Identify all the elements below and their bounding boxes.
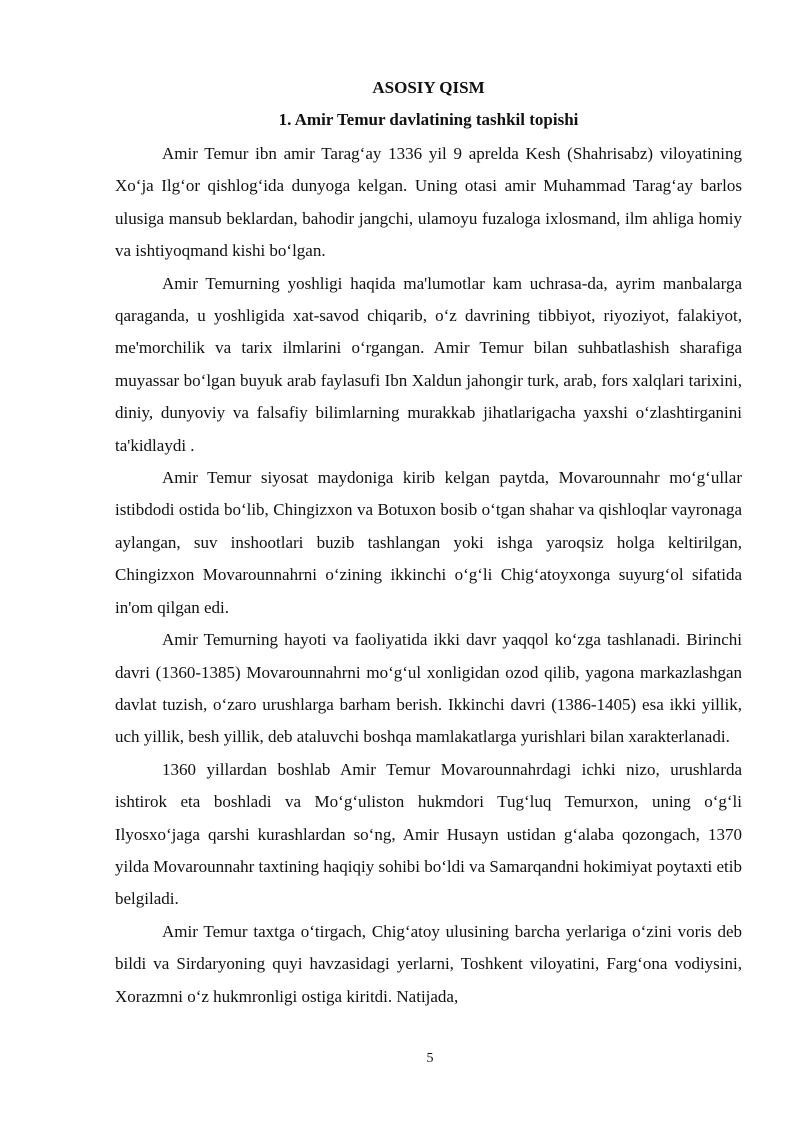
chapter-title: 1. Amir Temur davlatining tashkil topishi — [278, 110, 579, 129]
paragraph: Amir Temur ibn amir Tarag‘ay 1336 yil 9 aprelda Kesh (Shahrisabz) viloyatining Xo‘ja Ilg‘or qishlog‘ida dunyoga kelgan. Uning otasi amir Muhammad Tarag‘ay barlos ulusiga mansub beklardan, bahodir jangchi, ulamoyu fuzaloga ixlosmand, ilm ahliga homiy va ishtiyoqmand kishi bo‘lgan. — [115, 144, 742, 261]
paragraph: Amir Temur taxtga o‘tirgach, Chig‘atoy ulusining barcha yerlariga o‘zini voris deb bildi va Sirdaryoning quyi havzasidagi yerlarni, Toshkent viloyatini, Farg‘ona vodiysini, Xorazmni o‘z hukmronligi ostiga kiritdi. Natijada, — [115, 921, 742, 1006]
paragraph: Amir Temurning yoshligi haqida ma'lumotlar kam uchrasa-da, ayrim manbalarga qaraganda, u yoshligida xat-savod chiqarib, o‘z davrining tibbiyot, riyoziyot, falakiyot, me'morchilik va tarix ilmlarini o‘rgangan. Amir Temur bilan suhbatlashish sharafiga muyassar bo‘lgan buyuk arab faylasufi Ibn Xaldun jahongir turk, arab, fors xalqlari tarixini, diniy, dunyoviy va falsafiy bilimlarning murakkab jihatlarigacha yaxshi o‘zlashtirganini ta'kidlaydi . — [115, 273, 742, 455]
page-number: 5 — [426, 1051, 434, 1066]
section-title: ASOSIY QISM — [372, 78, 485, 97]
paragraph: Amir Temurning hayoti va faoliyatida ikki davr yaqqol ko‘zga tashlanadi. Birinchi davri (1360-1385) Movarounnahrni mo‘g‘ul xonligidan ozod qilib, yagona markazlashgan davlat tuzish, o‘zaro urushlarga barham berish. Ikkinchi davri (1386-1405) esa ikki yillik, uch yillik, besh yillik, deb ataluvchi boshqa mamlakatlarga yurishlari bilan xarakterlanadi. — [115, 630, 742, 747]
paragraph: Amir Temur siyosat maydoniga kirib kelgan paytda, Movarounnahr mo‘g‘ullar istibdodi ostida bo‘lib, Chingizxon va Botuxon bosib o‘tgan shahar va qishloqlar vayronaga aylangan, suv inshootlari buzib tashlangan yoki ishga yaroqsiz holga keltirilgan, Chingizxon Movarounnahrni o‘zining ikkinchi o‘g‘li Chig‘atoyxonga suyurg‘ol sifatida in'om qilgan edi. — [115, 468, 742, 617]
paragraph: 1360 yillardan boshlab Amir Temur Movarounnahrdagi ichki nizo, urushlarda ishtirok eta boshladi va Mo‘g‘uliston hukmdori Tug‘luq Temurxon, uning o‘g‘li Ilyosxo‘jaga qarshi kurashlardan so‘ng, Amir Husayn ustidan g‘alaba qozongach, 1370 yilda Movarounnahr taxtining haqiqiy sohibi bo‘ldi va Samarqandni hokimiyat poytaxti etib belgiladi. — [115, 759, 743, 909]
body-text — [115, 138, 742, 1013]
